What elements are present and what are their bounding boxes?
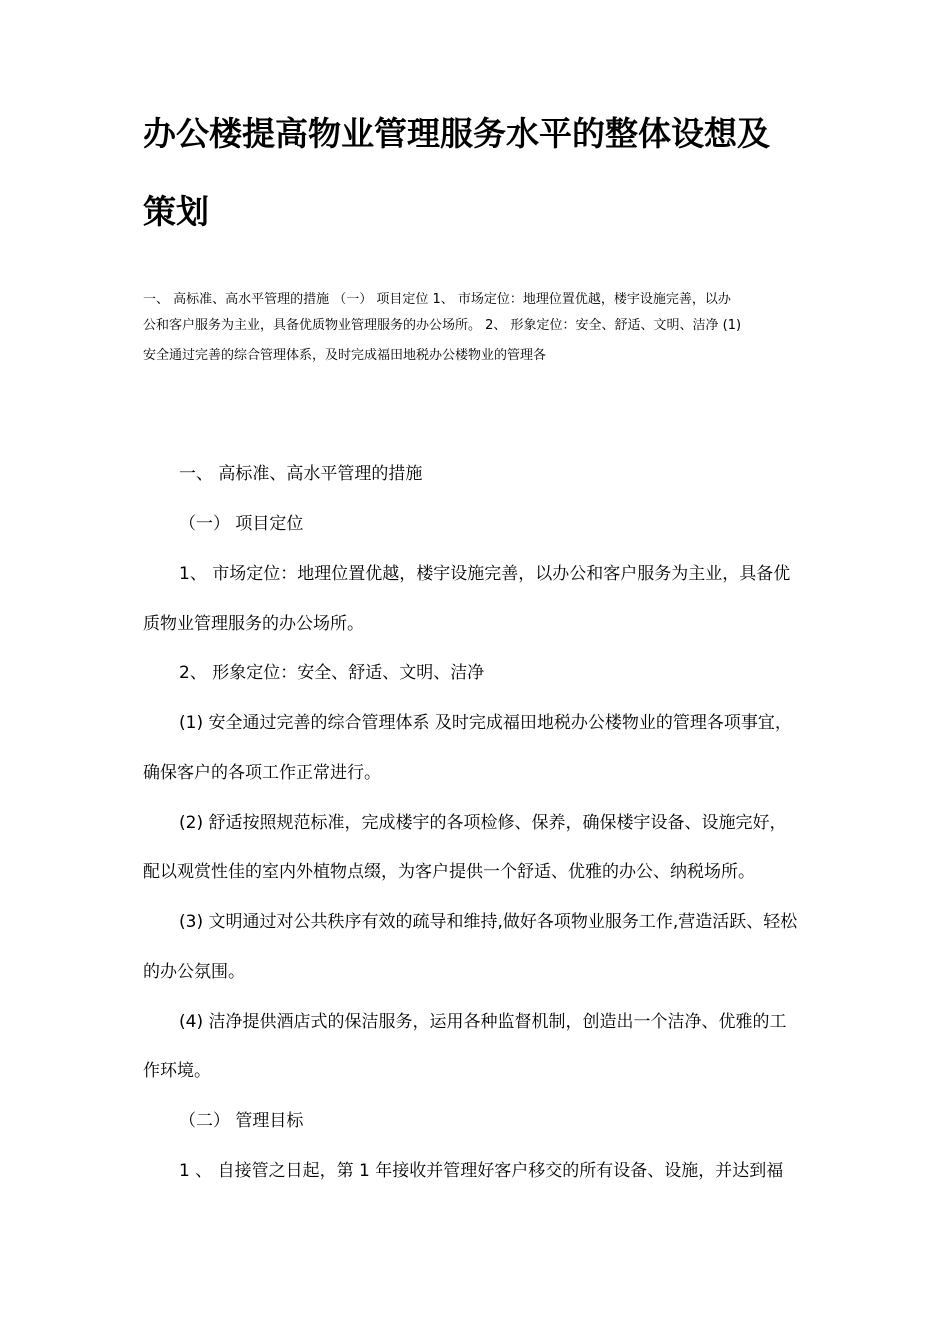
paragraph-line: 作环境。	[143, 1061, 211, 1081]
abstract-line-2: 公和客户服务为主业，具备优质物业管理服务的办公场所。 2、 形象定位：安全、舒适、文明、洁净 (1)	[143, 318, 742, 333]
subsection-heading-project-positioning: （一） 项目定位	[179, 514, 304, 534]
document-title-line-2: 策划	[143, 192, 209, 231]
paragraph-line: 质物业管理服务的办公场所。	[143, 614, 364, 634]
paragraph-line: 1、 市场定位：地理位置优越，楼宇设施完善，以办公和客户服务为主业，具备优	[179, 564, 791, 584]
paragraph-line: 1 、 自接管之日起，第 1 年接收并管理好客户移交的所有设备、设施，并达到福	[179, 1161, 784, 1181]
paragraph-line: (4) 洁净提供酒店式的保洁服务，运用各种监督机制，创造出一个洁净、优雅的工	[179, 1012, 787, 1032]
paragraph-line: (1) 安全通过完善的综合管理体系 及时完成福田地税办公楼物业的管理各项事宜，	[179, 713, 792, 733]
paragraph-line: 确保客户的各项工作正常进行。	[143, 763, 381, 783]
document-title-line-1: 办公楼提高物业管理服务水平的整体设想及	[143, 114, 770, 153]
paragraph-line: (2) 舒适按照规范标准，完成楼宇的各项检修、保养，确保楼宇设备、设施完好，	[179, 813, 787, 833]
paragraph-line: 配以观赏性佳的室内外植物点缀，为客户提供一个舒适、优雅的办公、纳税场所。	[143, 862, 755, 882]
paragraph-line: (3) 文明通过对公共秩序有效的疏导和维持,做好各项物业服务工作,营造活跃、轻松	[179, 912, 798, 932]
subsection-heading-management-goals: （二） 管理目标	[179, 1111, 304, 1131]
section-heading-1: 一、 高标准、高水平管理的措施	[179, 464, 423, 484]
abstract-line-3: 安全通过完善的综合管理体系，及时完成福田地税办公楼物业的管理各	[143, 348, 547, 363]
paragraph-line: 2、 形象定位：安全、舒适、文明、洁净	[179, 663, 485, 683]
abstract-line-1: 一、 高标准、高水平管理的措施 （一） 项目定位 1、 市场定位：地理位置优越，楼宇设施完善，以办	[143, 292, 731, 307]
paragraph-line: 的办公氛围。	[143, 962, 245, 982]
